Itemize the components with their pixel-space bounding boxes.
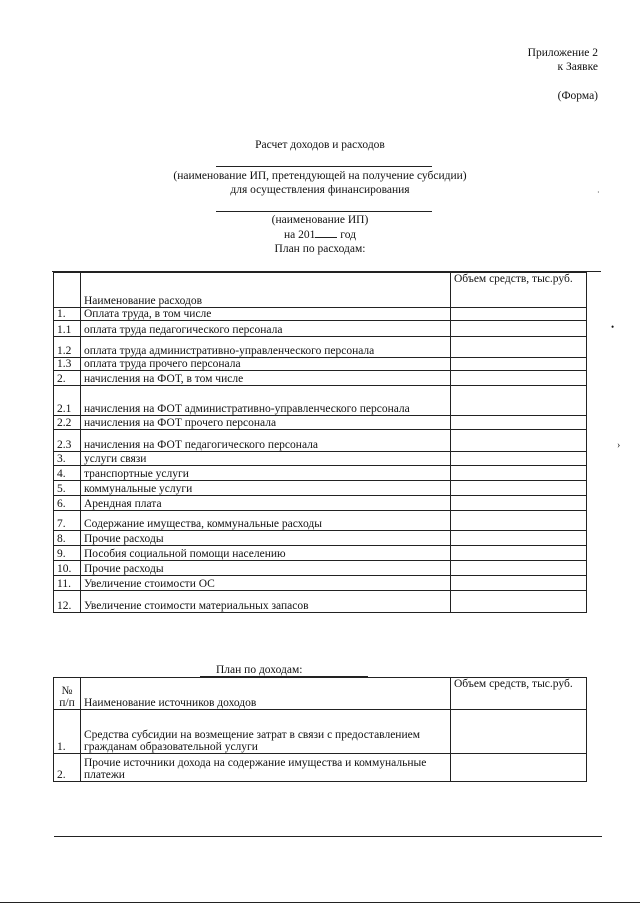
row-amount[interactable] <box>451 371 587 386</box>
income-table <box>53 677 587 782</box>
expense-row <box>54 358 587 371</box>
row-name: начисления на ФОТ, в том числе <box>81 371 451 386</box>
header-name: Наименование расходов <box>81 273 451 308</box>
row-num: 8. <box>54 531 81 546</box>
header-amount: Объем средств, тыс.руб. <box>451 678 587 710</box>
row-name: Прочие расходы <box>81 531 451 546</box>
row-amount[interactable] <box>451 321 587 337</box>
row-name: Арендная плата <box>81 496 451 511</box>
header-amount: Объем средств, тыс.руб. <box>451 273 587 308</box>
row-num: 12. <box>54 591 81 613</box>
document-title: Расчет доходов и расходов <box>255 139 385 151</box>
income-plan-title: План по доходам: <box>216 664 303 676</box>
mark: • <box>611 322 615 332</box>
page-edge-rule <box>0 902 640 903</box>
expense-row <box>54 511 587 531</box>
row-name: оплата труда педагогического персонала <box>81 321 451 337</box>
row-num: 1. <box>54 308 81 321</box>
expense-row <box>54 386 587 416</box>
year-prefix: на 201 <box>284 229 316 241</box>
row-amount[interactable] <box>451 576 587 591</box>
row-amount[interactable] <box>451 561 587 576</box>
expense-row <box>54 531 587 546</box>
expense-row <box>54 546 587 561</box>
row-amount[interactable] <box>451 358 587 371</box>
expense-row <box>54 576 587 591</box>
expense-row <box>54 321 587 337</box>
row-name: Прочие источники дохода на содержание имущества и коммунальные платежи <box>81 754 451 782</box>
row-amount[interactable] <box>451 710 587 754</box>
row-amount[interactable] <box>451 546 587 561</box>
row-amount[interactable] <box>451 430 587 452</box>
row-amount[interactable] <box>451 386 587 416</box>
row-num: 1.2 <box>54 337 81 358</box>
year-blank <box>315 237 337 238</box>
expense-row <box>54 466 587 481</box>
expenses-table <box>53 272 587 613</box>
year-line <box>0 229 640 241</box>
row-amount[interactable] <box>451 337 587 358</box>
row-num: 2.3 <box>54 430 81 452</box>
row-amount[interactable] <box>451 466 587 481</box>
subtitle-purpose: для осуществления финансирования <box>230 184 410 196</box>
expense-row <box>54 308 587 321</box>
row-num: 2.2 <box>54 416 81 430</box>
row-amount[interactable] <box>451 511 587 531</box>
row-name: коммунальные услуги <box>81 481 451 496</box>
row-num: 4. <box>54 466 81 481</box>
row-amount[interactable] <box>451 481 587 496</box>
row-num: 3. <box>54 452 81 466</box>
row-num: 7. <box>54 511 81 531</box>
row-name: транспортные услуги <box>81 466 451 481</box>
row-name: начисления на ФОТ административно-управленческого персонала <box>81 386 451 416</box>
subtitle-entity: (наименование ИП, претендующей на получение субсидии) <box>173 170 467 182</box>
row-num: 1.3 <box>54 358 81 371</box>
row-amount[interactable] <box>451 452 587 466</box>
row-num: 2.1 <box>54 386 81 416</box>
row-name: Прочие расходы <box>81 561 451 576</box>
expense-row <box>54 561 587 576</box>
appendix-reference: к Заявке <box>557 61 598 73</box>
expense-row <box>54 591 587 613</box>
row-name: Оплата труда, в том числе <box>81 308 451 321</box>
bottom-rule <box>54 836 602 837</box>
mark: · <box>597 188 600 197</box>
header-num <box>54 273 81 308</box>
mark: › <box>617 440 621 451</box>
expense-row <box>54 496 587 511</box>
expense-row <box>54 416 587 430</box>
blank-line <box>216 166 432 167</box>
row-name: Содержание имущества, коммунальные расходы <box>81 511 451 531</box>
row-name: начисления на ФОТ педагогического персонала <box>81 430 451 452</box>
expense-row <box>54 371 587 386</box>
subtitle-ip: (наименование ИП) <box>271 214 369 226</box>
row-num: 6. <box>54 496 81 511</box>
header-num: № п/п <box>54 678 81 710</box>
row-num: 9. <box>54 546 81 561</box>
row-num: 5. <box>54 481 81 496</box>
expense-row <box>54 452 587 466</box>
header-name: Наименование источников доходов <box>81 678 451 710</box>
expense-row <box>54 337 587 358</box>
row-name: Увеличение стоимости ОС <box>81 576 451 591</box>
appendix-label: Приложение 2 <box>527 47 598 59</box>
row-name: услуги связи <box>81 452 451 466</box>
row-amount[interactable] <box>451 754 587 782</box>
row-num: 2. <box>54 371 81 386</box>
row-amount[interactable] <box>451 308 587 321</box>
row-num: 2. <box>54 754 81 782</box>
row-amount[interactable] <box>451 591 587 613</box>
expense-row <box>54 481 587 496</box>
expenses-plan-title: План по расходам: <box>274 243 366 255</box>
form-label: (Форма) <box>557 90 598 102</box>
year-suffix: год <box>340 229 356 241</box>
row-name: Пособия социальной помощи населению <box>81 546 451 561</box>
row-name: Средства субсидии на возмещение затрат в связи с предоставлением гражданам образовательной услуги <box>81 710 451 754</box>
row-name: оплата труда прочего персонала <box>81 358 451 371</box>
expense-row <box>54 430 587 452</box>
expenses-header-row <box>54 273 587 308</box>
income-row <box>54 754 587 782</box>
row-amount[interactable] <box>451 416 587 430</box>
row-num: 1. <box>54 710 81 754</box>
row-num: 10. <box>54 561 81 576</box>
row-num: 11. <box>54 576 81 591</box>
row-name: начисления на ФОТ прочего персонала <box>81 416 451 430</box>
row-amount[interactable] <box>451 531 587 546</box>
row-name: оплата труда административно-управленческого персонала <box>81 337 451 358</box>
income-header-row <box>54 678 587 710</box>
blank-line <box>216 211 432 212</box>
income-row <box>54 710 587 754</box>
row-amount[interactable] <box>451 496 587 511</box>
row-name: Увеличение стоимости материальных запасов <box>81 591 451 613</box>
row-num: 1.1 <box>54 321 81 337</box>
